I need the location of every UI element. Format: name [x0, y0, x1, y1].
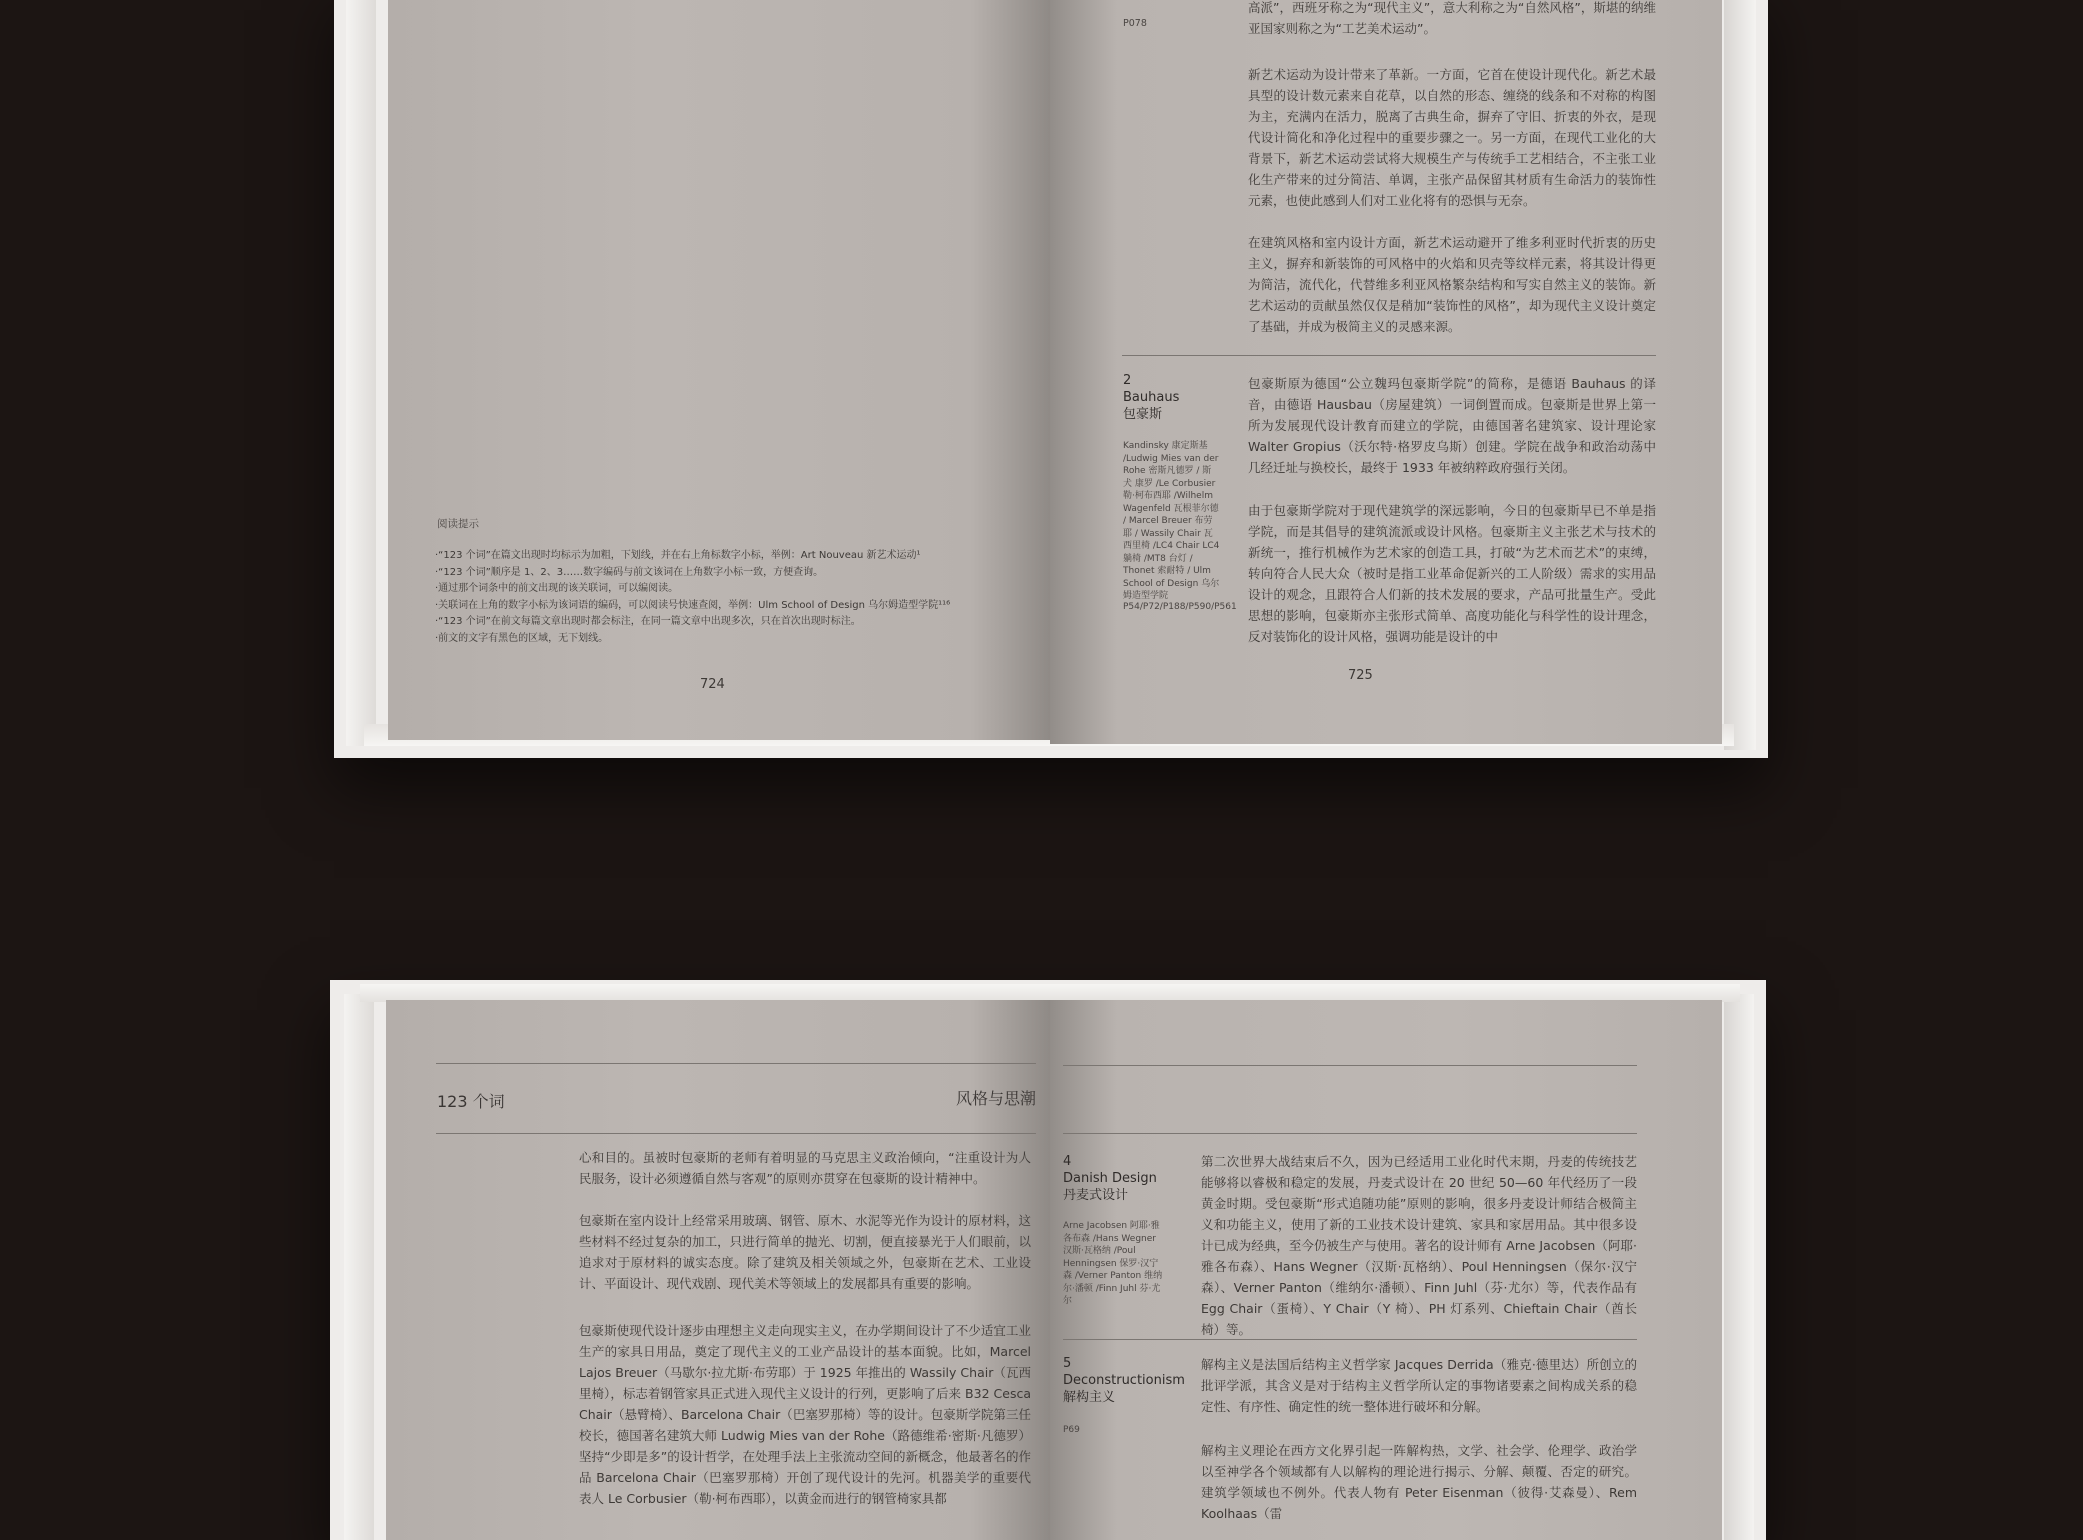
body-paragraph: 新艺术运动为设计带来了革新。一方面，它首在使设计现代化。新艺术最具型的设计数元素来自花草，以自然的形态、缠绕的线条和不对称的构图为主，充满内在活力，脱离了古典生命，摒弃了守旧、折衷的外衣，是现代设计简化和净化过程中的重要步骤之一。另一方面，在现代工业化的大背景下，新艺术运动尝试将大规模生产与传统手工艺相结合，不主张工业化生产带来的过分简洁、单调，主张产品保留其材质有生命活力的装饰性元素，也使此感到人们对工业化将有的恐惧与无奈。: [1248, 67, 1656, 208]
header-rule-bottom: [1063, 1133, 1637, 1134]
page-edges-left: [344, 994, 374, 1540]
entry-title-deconstructionism: [1063, 1355, 1185, 1406]
body-paragraph: 高派”，西班牙称之为“现代主义”，意大利称之为“自然风格”，斯堪的纳维亚国家则称之为“工艺美术运动”。: [1248, 0, 1656, 36]
page-725: [1050, 0, 1722, 744]
running-header-left: 123 个词: [437, 1092, 505, 1111]
entry-name-cn: 包豪斯: [1123, 407, 1163, 422]
header-rule-bottom: [436, 1133, 1036, 1134]
page-724: [388, 0, 1050, 740]
header-rule-top: [1063, 1065, 1637, 1066]
page-edges-right: [1724, 994, 1754, 1540]
hint-item: ·“123 个词”在篇文出现时均标示为加粗，下划线，并在右上角标数字小标，举例：Art Nouveau 新艺术运动¹: [435, 550, 921, 561]
entry-divider: [1122, 355, 1656, 356]
running-header-right: 风格与思潮: [955, 1089, 1036, 1108]
entry-page-refs: P69: [1063, 1425, 1080, 1435]
entry-name-cn: 丹麦式设计: [1063, 1188, 1129, 1203]
body-paragraph: 包豪斯原为德国“公立魏玛包豪斯学院”的简称，是德语 Bauhaus 的译音，由德语 Hausbau（房屋建筑）一词倒置而成。包豪斯是世界上第一所为发展现代设计教育而建立的学院，由德国著名建筑家、设计理论家 Walter Gropius（沃尔特·格罗皮乌斯）创建。学院在战争和政治动荡中几经迁址与换校长，最终于 1933 年被纳粹政府强行关闭。: [1248, 376, 1656, 475]
entry-reference: P078: [1123, 18, 1147, 29]
body-paragraph: 解构主义是法国后结构主义哲学家 Jacques Derrida（雅克·德里达）所创立的批评学派，其含义是对于结构主义哲学所认定的事物诸要素之间构成关系的稳定性、有序性、确定性的统一整体进行破坏和分解。: [1201, 1357, 1637, 1414]
entry-number: 2: [1123, 373, 1132, 388]
reading-hint-list: [435, 548, 950, 647]
entry-name-cn: 解构主义: [1063, 1390, 1116, 1405]
body-paragraph: 包豪斯使现代设计逐步由理想主义走向现实主义，在办学期间设计了不少适宜工业生产的家具日用品，奠定了现代主义的工业产品设计的基本面貌。比如，Marcel Lajos Breuer（马歇尔·拉尤斯·布劳耶）于 1925 年推出的 Wassily Chair（瓦西里椅），标志着钢管家具正式进入现代主义设计的行列，更影响了后来 B32 Cesca Chair（悬臂椅）、Barcelona Chair（巴塞罗那椅）等的设计。包豪斯学院第三任校长，德国著名建筑大师 Ludwig Mies van der Rohe（路德维希·密斯·凡德罗）坚持“少即是多”的设计哲学，在处理手法上主张流动空间的新概念，他最著名的作品 Barcelona Chair（巴塞罗那椅）开创了现代设计的先河。机器美学的重要代表人 Le Corbusier（勒·柯布西耶），以黄金而进行的钢管椅家具都: [579, 1323, 1031, 1506]
page-right: [1050, 1000, 1722, 1540]
body-paragraph: 心和目的。虽被时包豪斯的老师有着明显的马克思主义政治倾向，“注重设计为人民服务，设计必须遵循自然与客观”的原则亦贯穿在包豪斯的设计精神中。: [579, 1150, 1031, 1186]
hint-item: ·通过那个词条中的前文出现的该关联词，可以编阅读。: [435, 583, 679, 594]
entry-title-bauhaus: [1123, 372, 1179, 423]
body-paragraph: 包豪斯在室内设计上经常采用玻璃、钢管、原木、水泥等光作为设计的原材料，这些材料不经过复杂的加工，只进行简单的抛光、切割，便直接暴光于人们眼前，以追求对于原材料的诚实态度。除了建筑及相关领域之外，包豪斯在艺术、工业设计、平面设计、现代戏剧、现代美术等领域上的发展都具有重要的影响。: [579, 1213, 1031, 1291]
entry-divider: [1063, 1339, 1637, 1340]
entry-number: 4: [1063, 1154, 1072, 1169]
hint-item: ·关联词在上角的数字小标为该词语的编码，可以阅读号快速查阅，举例：Ulm School of Design 乌尔姆造型学院¹¹⁶: [435, 599, 951, 611]
reading-hint-title: 阅读提示: [437, 518, 479, 530]
body-paragraph: 在建筑风格和室内设计方面，新艺术运动避开了维多利亚时代折衷的历史主义，摒弃和新装饰的可风格中的火焰和贝壳等纹样元素，将其设计得更为简洁，流代化，代替维多利亚风格繁杂结构和写实自然主义的装饰。新艺术运动的贡献虽然仅仅是稍加“装饰性的风格”，却为现代主义设计奠定了基础，并成为极简主义的灵感来源。: [1248, 235, 1656, 334]
entry-name-en: Deconstructionism: [1063, 1373, 1185, 1388]
related-persons: Kandinsky 康定斯基 /Ludwig Mies van der Rohe 密斯凡德罗 / 斯 犬 康罗 /Le Corbusier 勒·柯布西耶 /Wilhelm Wagenfeld 瓦根菲尔德 / Marcel Breuer 布劳耶 / Wassily Chair 瓦西里椅 /LC4 Chair LC4 躺椅 /MT8 台灯 / Thonet 索耐特 / Ulm School of Design 乌尔姆造型学院: [1123, 441, 1220, 601]
hint-item: ·“123 个词”在前文每篇文章出现时都会标注，在同一篇文章中出现多次，只在首次出现时标注。: [435, 616, 861, 627]
page-edges-right: [1724, 0, 1756, 750]
entry-number: 5: [1063, 1356, 1072, 1371]
entry-title-danish-design: [1063, 1153, 1157, 1204]
page-number: 725: [1348, 668, 1373, 683]
page-edges-left: [346, 0, 376, 746]
body-paragraph: 解构主义理论在西方文化界引起一阵解构热，文学、社会学、伦理学、政治学以至神学各个领域都有人以解构的理论进行揭示、分解、颠覆、否定的研究。建筑学领域也不例外。代表人物有 Peter Eisenman（彼得·艾森曼）、Rem Koolhaas（雷: [1201, 1443, 1637, 1521]
book-bottom: [330, 980, 1766, 1540]
hint-item: ·“123 个词”顺序是 1、2、3……数字编码与前文该词在上角数字小标一致，方便查询。: [435, 566, 824, 578]
entry-name-en: Danish Design: [1063, 1171, 1157, 1186]
body-paragraph: 第二次世界大战结束后不久，因为已经适用工业化时代末期，丹麦的传统技艺能够将以睿极和稳定的发展，丹麦式设计在 20 世纪 50—60 年代经历了一段黄金时期。受包豪斯“形式追随功能”原则的影响，很多丹麦设计师结合极简主义和功能主义，使用了新的工业技术设计建筑、家具和家居用品。其中很多设计已成为经典，至今仍被生产与使用。著名的设计师有 Arne Jacobsen（阿耶·雅各布森）、Hans Wegner（汉斯·瓦格纳）、Poul Henningsen（保尔·汉宁森）、Verner Panton（维纳尔·潘顿）、Finn Juhl（芬·尤尔）等，代表作品有 Egg Chair（蛋椅）、Y Chair（Y 椅）、PH 灯系列、Chieftain Chair（酋长椅）等。: [1201, 1154, 1637, 1337]
entry-name-en: Bauhaus: [1123, 390, 1180, 405]
book-top: [334, 0, 1768, 758]
hint-item: ·前文的文字有黑色的区域，无下划线。: [435, 632, 609, 644]
body-paragraph: 由于包豪斯学院对于现代建筑学的深远影响，今日的包豪斯早已不单是指学院，而是其倡导的建筑流派或设计风格。包豪斯主义主张艺术与技术的新统一，推行机械作为艺术家的创造工具，打破“为艺术而艺术”的束缚，转向符合人民大众（被时是指工业革命促新兴的工人阶级）需求的实用品设计的观念，且跟符合人们新的技术发展的要求，产品可批量生产。受此思想的影响，包豪斯亦主张形式简单、高度功能化与科学性的设计理念，反对装饰化的设计风格，强调功能是设计的中: [1248, 503, 1656, 644]
entry-page-refs: P54/P72/P188/P590/P561: [1123, 602, 1237, 612]
related-persons: Arne Jacobsen 阿耶·雅各布森 /Hans Wegner 汉斯·瓦格纳 /Poul Henningsen 保罗·汉宁森 /Verner Panton 维纳尔·潘顿 /Finn Juhl 芬·尤尔: [1063, 1221, 1163, 1306]
header-rule-top: [436, 1063, 1036, 1064]
page-number: 724: [700, 677, 725, 692]
page-left: [386, 1000, 1050, 1540]
